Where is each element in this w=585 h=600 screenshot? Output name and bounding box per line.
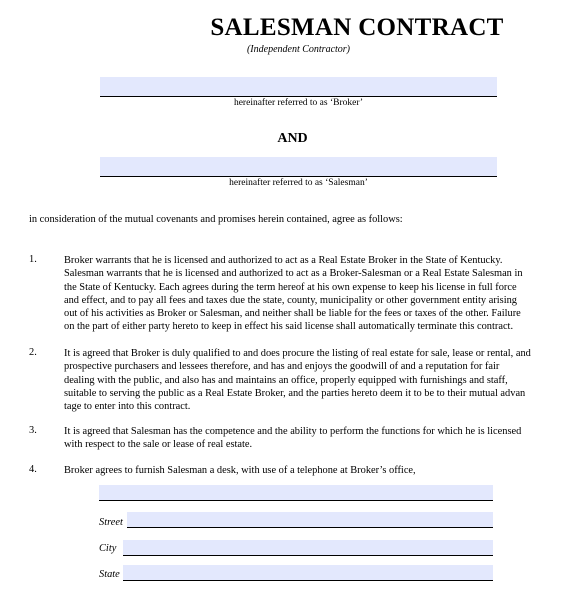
item-line: prospective purchasers and lessees therefore, and has and enjoys the goodwill of and a reputation for fair [64, 361, 500, 373]
item-4-text [64, 464, 564, 477]
broker-name-field[interactable] [100, 77, 497, 97]
street-label: Street [99, 517, 123, 528]
document-subtitle: (Independent Contractor) [246, 44, 351, 55]
item-line: with respect to the sale or lease of real estate. [64, 439, 253, 451]
state-label: State [99, 569, 120, 580]
item-line: Broker warrants that he is licensed and authorized to act as a Real Estate Broker in the State of Kentucky. [64, 255, 503, 266]
consideration-text: in consideration of the mutual covenants and promises herein contained, agree as follows: [29, 214, 403, 225]
item-number: 2. [29, 347, 37, 358]
document-title: SALESMAN CONTRACT [210, 14, 504, 41]
state-field[interactable] [123, 565, 493, 581]
item-line: tage to enter into this contract. [64, 401, 191, 413]
item-line: out of his activities as Broker or Salesman, and neither shall be liable for the fees or taxes of the other. Failure [64, 308, 521, 320]
item-1-text [64, 254, 564, 334]
item-number: 3. [29, 425, 37, 436]
item-number: 1. [29, 254, 37, 265]
broker-caption: hereinafter referred to as ‘Broker’ [233, 98, 364, 108]
item-3-text [64, 425, 564, 452]
item-line: on the part of either party hereto to keep in effect his said license shall automatically terminate this contract. [64, 321, 514, 333]
city-field[interactable] [123, 540, 493, 556]
salesman-name-field[interactable] [100, 157, 497, 177]
item-number: 4. [29, 464, 37, 475]
item-line: suitable to serving the public as a Real Estate Broker, and the parties hereto deem it to be to their mutual advan [64, 387, 526, 399]
item-2-text [64, 347, 564, 413]
street-field[interactable] [127, 512, 493, 528]
item-line: dealing with the public, and also has and maintains an office, properly equipped with furnishings and staff, [64, 374, 508, 386]
office-name-field[interactable] [99, 485, 493, 501]
and-heading: AND [277, 131, 308, 146]
item-line: Broker agrees to furnish Salesman a desk, with use of a telephone at Broker’s office, [64, 465, 416, 476]
item-line: It is agreed that Broker is duly qualified to and does procure the listing of real estate for sale, lease or rental, and [64, 348, 531, 359]
item-line: It is agreed that Salesman has the competence and the ability to perform the functions for which he is licensed [64, 426, 522, 437]
item-line: and effect, and to pay all fees and taxes due the state, county, municipality or other government entity arising [64, 294, 518, 306]
item-line: Salesman warrants that he is licensed and authorized to act as a Broker-Salesman or a Real Estate Salesman in [64, 268, 523, 280]
item-line: the State of Kentucky. Each agrees during the term hereof at his own expense to keep his license in full force [64, 281, 517, 293]
salesman-caption: hereinafter referred to as ‘Salesman’ [229, 178, 368, 188]
city-label: City [99, 543, 117, 554]
